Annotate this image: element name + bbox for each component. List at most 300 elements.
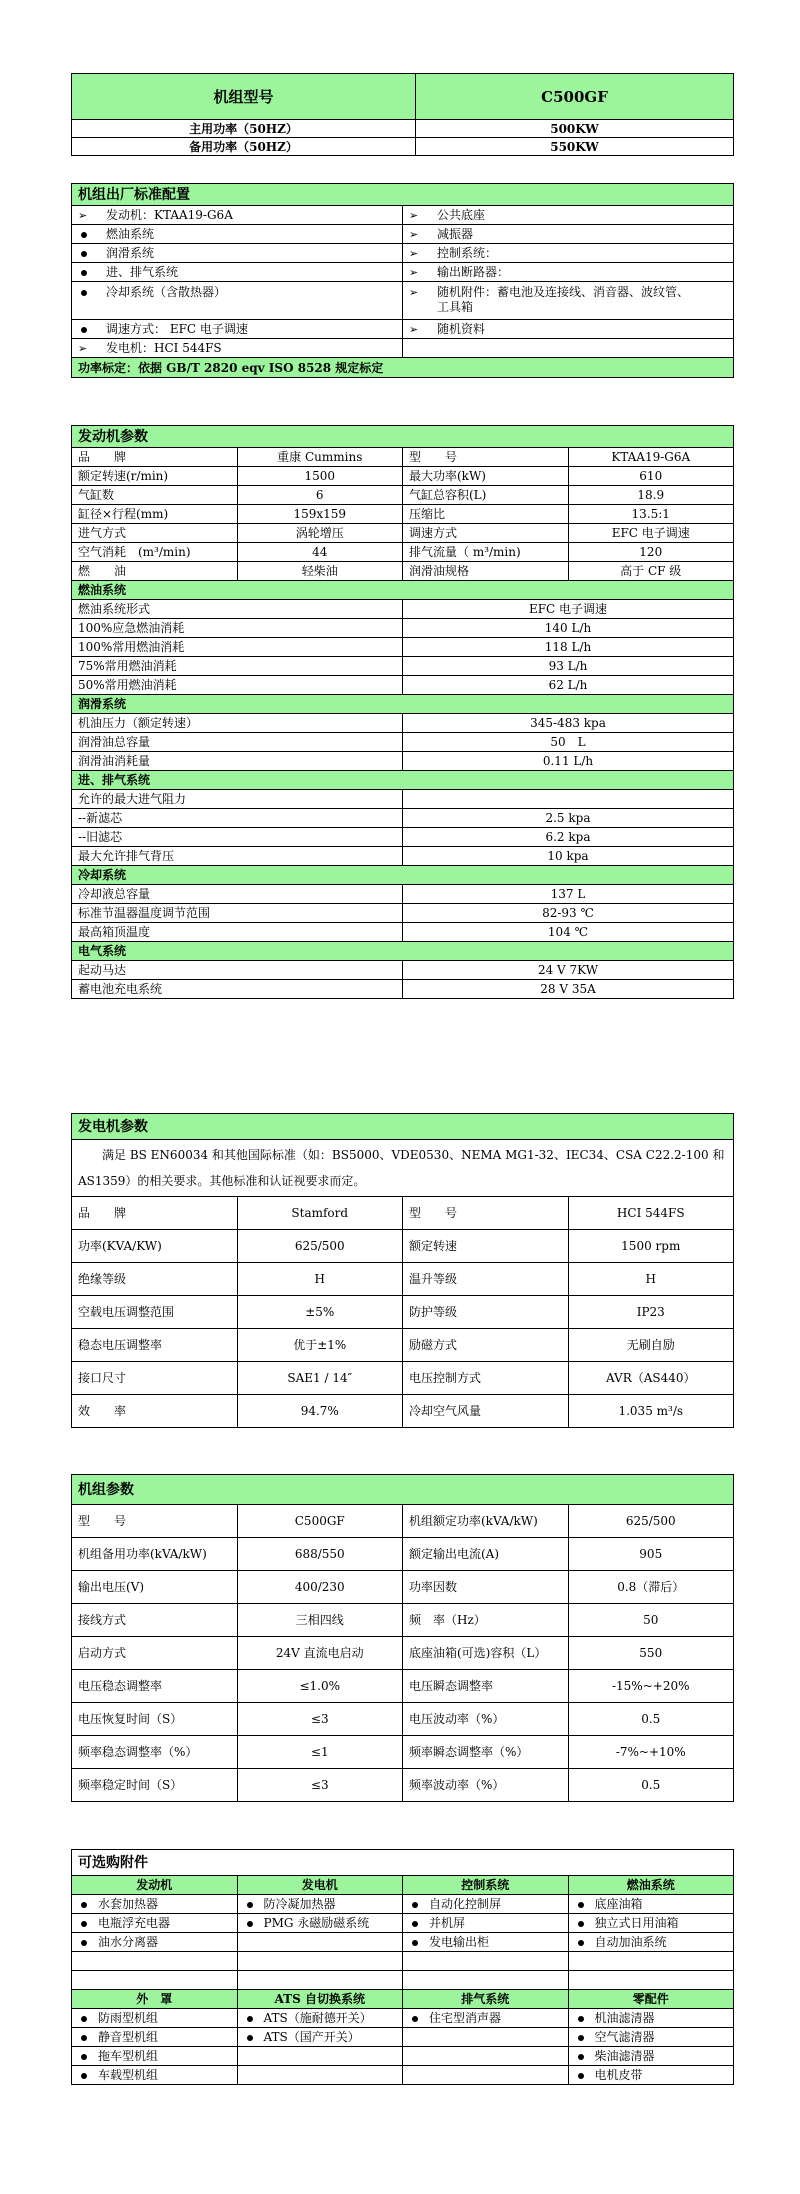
spec-label: 标准节温器温度调节范围 [72, 904, 403, 923]
engine-title: 发动机参数 [72, 426, 734, 448]
option-item [403, 2009, 569, 2028]
table-row [72, 1637, 734, 1670]
dot-bullet-icon [409, 1916, 429, 1930]
spec-value: 涡轮增压 [237, 524, 403, 543]
spec-value: 无刷自励 [568, 1329, 734, 1362]
table-row [72, 714, 734, 733]
spec-label: 额定输出电流(A) [403, 1538, 569, 1571]
empty-cell [568, 1971, 734, 1990]
config-item-text: 调速方式： EFC 电子调速 [106, 322, 248, 336]
option-item-text: 独立式日用油箱 [594, 1916, 679, 1930]
table-row [72, 1971, 734, 1990]
spec-value: EFC 电子调速 [568, 524, 734, 543]
table-row [72, 828, 734, 847]
standard-config-title: 机组出厂标准配置 [72, 184, 734, 206]
spec-value: 82-93 ℃ [403, 904, 734, 923]
spec-label: 电压恢复时间（S） [72, 1703, 238, 1736]
genset-section [71, 1474, 734, 1802]
option-item-text: 车载型机组 [98, 2068, 159, 2082]
table-row [72, 695, 734, 714]
spec-label: 压缩比 [403, 505, 569, 524]
option-item-text: 机油滤清器 [594, 2011, 655, 2025]
table-row [72, 244, 734, 263]
config-item-text: 进、排气系统 [106, 265, 179, 279]
dot-bullet-icon [575, 2049, 595, 2063]
option-category: 外 罩 [72, 1990, 238, 2009]
spec-label: --旧滤芯 [72, 828, 403, 847]
table-row [72, 339, 734, 358]
table-row [72, 790, 734, 809]
option-category: 排气系统 [403, 1990, 569, 2009]
option-item-text: 底座油箱 [594, 1897, 643, 1911]
spec-value: 高于 CF 级 [568, 562, 734, 581]
config-item-text: 发动机：KTAA19-G6A [106, 207, 233, 222]
spec-value: 18.9 [568, 486, 734, 505]
spec-label: 电压波动率（%） [403, 1703, 569, 1736]
engine-section [71, 425, 734, 999]
dot-bullet-icon [244, 2030, 264, 2044]
option-item [568, 2028, 734, 2047]
standby-power-value: 550KW [416, 138, 734, 156]
table-row [72, 543, 734, 562]
spec-value: 24 V 7KW [403, 961, 734, 980]
spec-label: 空气消耗 (m³/min) [72, 543, 238, 562]
config-item [403, 225, 734, 244]
spec-value: -7%~+10% [568, 1736, 734, 1769]
arrow-bullet-icon: ➢ [409, 265, 419, 279]
option-item [237, 1895, 403, 1914]
empty-cell [72, 1971, 238, 1990]
table-row [72, 923, 734, 942]
spec-value: 50 L [403, 733, 734, 752]
table-row [72, 486, 734, 505]
spec-value: 2.5 kpa [403, 809, 734, 828]
dot-bullet-icon [78, 1935, 98, 1949]
config-item [403, 244, 734, 263]
table-row [72, 1395, 734, 1428]
table-row [72, 2066, 734, 2085]
arrow-bullet-icon: ➢ [409, 286, 419, 299]
dot-bullet-icon [78, 227, 106, 241]
config-item [72, 320, 403, 339]
table-row [72, 1703, 734, 1736]
table-row [72, 904, 734, 923]
option-item [568, 1933, 734, 1952]
dot-bullet-icon [575, 2011, 595, 2025]
option-item [568, 2066, 734, 2085]
power-rating-note: 功率标定：依据 GB/T 2820 eqv ISO 8528 规定标定 [72, 358, 734, 378]
spec-value: 625/500 [568, 1505, 734, 1538]
spec-value: 1500 [237, 467, 403, 486]
dot-bullet-icon [244, 1916, 264, 1930]
spec-label: 电压稳态调整率 [72, 1670, 238, 1703]
spec-value: 104 ℃ [403, 923, 734, 942]
table-row [72, 206, 734, 225]
spec-value: C500GF [237, 1505, 403, 1538]
table-row [72, 809, 734, 828]
option-item [403, 1895, 569, 1914]
config-item-text: 减振器 [437, 226, 474, 241]
config-item [72, 225, 403, 244]
table-row [72, 866, 734, 885]
spec-label: 接口尺寸 [72, 1362, 238, 1395]
spec-label: 燃油系统形式 [72, 600, 403, 619]
spec-label: 电压瞬态调整率 [403, 1670, 569, 1703]
spec-label: 底座油箱(可选)容积（L） [403, 1637, 569, 1670]
arrow-bullet-icon: ➢ [409, 227, 419, 241]
spec-label: 进气方式 [72, 524, 238, 543]
spec-label: 冷却液总容量 [72, 885, 403, 904]
table-row [72, 1736, 734, 1769]
table-row [72, 961, 734, 980]
spec-value: 优于±1% [237, 1329, 403, 1362]
spec-value: 10 kpa [403, 847, 734, 866]
spec-value: 50 [568, 1604, 734, 1637]
spec-label: 型 号 [403, 1197, 569, 1230]
table-row [72, 771, 734, 790]
subsystem-title: 燃油系统 [72, 581, 734, 600]
config-item-text: 控制系统： [437, 245, 498, 260]
spec-label: 频率波动率（%） [403, 1769, 569, 1802]
option-item [237, 2066, 403, 2085]
option-item-text: 静音型机组 [98, 2030, 159, 2044]
spec-value: 三相四线 [237, 1604, 403, 1637]
generator-section [71, 1113, 734, 1428]
spec-label: 频率稳态调整率（%） [72, 1736, 238, 1769]
option-item-text: 水套加热器 [98, 1897, 159, 1911]
config-item [72, 263, 403, 282]
spec-value: 688/550 [237, 1538, 403, 1571]
option-item [403, 2028, 569, 2047]
spec-value: 120 [568, 543, 734, 562]
option-item [403, 1914, 569, 1933]
spec-value: 905 [568, 1538, 734, 1571]
table-row [72, 1263, 734, 1296]
spec-value: 轻柴油 [237, 562, 403, 581]
generator-note-line1: 满足 BS EN60034 和其他国际标准（如：BS5000、VDE0530、NEMA MG1-32、IEC34、CSA C22.2-100 和 [102, 1148, 725, 1162]
config-item-text: 公共底座 [437, 207, 486, 222]
table-row [72, 1895, 734, 1914]
spec-label: 温升等级 [403, 1263, 569, 1296]
spec-value: 159x159 [237, 505, 403, 524]
spec-label: 50%常用燃油消耗 [72, 676, 403, 695]
dot-bullet-icon [575, 1897, 595, 1911]
dot-bullet-icon [78, 1916, 98, 1930]
option-item [237, 1933, 403, 1952]
arrow-bullet-icon: ➢ [78, 341, 88, 355]
table-row [72, 885, 734, 904]
spec-value: 28 V 35A [403, 980, 734, 999]
spec-value: H [568, 1263, 734, 1296]
option-item [568, 2047, 734, 2066]
generator-note-line2: AS1359）的相关要求。其他标准和认证视要求而定。 [78, 1174, 366, 1188]
model-header [71, 73, 734, 156]
dot-bullet-icon [78, 265, 106, 279]
spec-value: ±5% [237, 1296, 403, 1329]
option-item [72, 2009, 238, 2028]
table-row [72, 752, 734, 771]
table-row [72, 2028, 734, 2047]
spec-label: 润滑油消耗量 [72, 752, 403, 771]
prime-power-value: 500KW [416, 120, 734, 138]
spec-value: ≤3 [237, 1769, 403, 1802]
table-row [72, 581, 734, 600]
spec-value: 94.7% [237, 1395, 403, 1428]
spec-label: 机组额定功率(kVA/kW) [403, 1505, 569, 1538]
option-item-text: 空气滤清器 [594, 2030, 655, 2044]
option-item-text: ATS（国产开关） [263, 2030, 360, 2044]
table-row [72, 1990, 734, 2009]
table-row [72, 1670, 734, 1703]
spec-value: 0.11 L/h [403, 752, 734, 771]
spec-value: 0.5 [568, 1769, 734, 1802]
dot-bullet-icon [575, 1935, 595, 1949]
dot-bullet-icon [78, 2068, 98, 2082]
table-row [72, 657, 734, 676]
table-row [72, 1296, 734, 1329]
table-row [72, 448, 734, 467]
spec-label: 最高箱顶温度 [72, 923, 403, 942]
option-item [568, 2009, 734, 2028]
spec-value: 62 L/h [403, 676, 734, 695]
dot-bullet-icon [575, 2030, 595, 2044]
spec-value: 13.5:1 [568, 505, 734, 524]
table-row [72, 1362, 734, 1395]
option-item-text: 柴油滤清器 [594, 2049, 655, 2063]
spec-label: 电压控制方式 [403, 1362, 569, 1395]
spec-label: 型 号 [403, 448, 569, 467]
table-row [72, 505, 734, 524]
spec-label: 起动马达 [72, 961, 403, 980]
option-item-text: 电机皮带 [594, 2068, 643, 2082]
table-row [72, 2047, 734, 2066]
table-row [72, 1329, 734, 1362]
config-item [72, 244, 403, 263]
spec-label: 频率瞬态调整率（%） [403, 1736, 569, 1769]
spec-label: 润滑油规格 [403, 562, 569, 581]
spec-value: HCI 544FS [568, 1197, 734, 1230]
option-item-text: 发电输出柜 [429, 1935, 490, 1949]
spec-label: 燃 油 [72, 562, 238, 581]
table-row [72, 1952, 734, 1971]
spec-label: 效 率 [72, 1395, 238, 1428]
dot-bullet-icon [575, 2068, 595, 2082]
spec-label: 冷却空气风量 [403, 1395, 569, 1428]
option-item [72, 1914, 238, 1933]
spec-value: 550 [568, 1637, 734, 1670]
option-item-text: 自动化控制屏 [429, 1897, 502, 1911]
empty-cell [72, 1952, 238, 1971]
spec-label: 功率(KVA/KW) [72, 1230, 238, 1263]
option-item-text: 自动加油系统 [594, 1935, 667, 1949]
table-row [72, 320, 734, 339]
config-item-text-cont: 工具箱 [437, 300, 474, 314]
table-row [72, 1505, 734, 1538]
table-row [72, 1571, 734, 1604]
table-row [72, 1538, 734, 1571]
spec-label: 机组备用功率(kVA/kW) [72, 1538, 238, 1571]
empty-cell [237, 1952, 403, 1971]
dot-bullet-icon [78, 246, 106, 260]
table-row [72, 467, 734, 486]
option-item [237, 2047, 403, 2066]
dot-bullet-icon [409, 1935, 429, 1949]
spec-label: 气缸总容积(L) [403, 486, 569, 505]
spec-label: 允许的最大进气阻力 [72, 790, 403, 809]
dot-bullet-icon [78, 285, 106, 299]
arrow-bullet-icon: ➢ [409, 246, 419, 260]
table-row [72, 1933, 734, 1952]
option-item-text: 拖车型机组 [98, 2049, 159, 2063]
table-row [72, 619, 734, 638]
option-item [72, 2028, 238, 2047]
option-item-text: 防冷凝加热器 [263, 1897, 336, 1911]
dot-bullet-icon [244, 1897, 264, 1911]
table-row [72, 2009, 734, 2028]
spec-value: ≤3 [237, 1703, 403, 1736]
option-item [568, 1914, 734, 1933]
spec-value: 137 L [403, 885, 734, 904]
empty-cell [403, 1971, 569, 1990]
spec-value: AVR（AS440） [568, 1362, 734, 1395]
model-label: 机组型号 [72, 74, 416, 120]
spec-label: 100%常用燃油消耗 [72, 638, 403, 657]
spec-label: 100%应急燃油消耗 [72, 619, 403, 638]
option-category: 零配件 [568, 1990, 734, 2009]
config-item [403, 320, 734, 339]
table-row [72, 225, 734, 244]
arrow-bullet-icon: ➢ [409, 208, 419, 222]
spec-value: SAE1 / 14″ [237, 1362, 403, 1395]
spec-value: 44 [237, 543, 403, 562]
empty-cell [568, 1952, 734, 1971]
spec-label: 频 率（Hz） [403, 1604, 569, 1637]
spec-label: 最大功率(kW) [403, 467, 569, 486]
model-value: C500GF [416, 74, 734, 120]
config-item [403, 282, 734, 320]
config-item [72, 282, 403, 320]
config-item [403, 263, 734, 282]
table-row [72, 358, 734, 378]
spec-value: 610 [568, 467, 734, 486]
spec-label: 润滑油总容量 [72, 733, 403, 752]
option-item [237, 2028, 403, 2047]
spec-label: 接线方式 [72, 1604, 238, 1637]
table-row [72, 524, 734, 543]
spec-label: 防护等级 [403, 1296, 569, 1329]
spec-label: 输出电压(V) [72, 1571, 238, 1604]
dot-bullet-icon [244, 2011, 264, 2025]
spec-label: 蓄电池充电系统 [72, 980, 403, 999]
dot-bullet-icon [78, 322, 106, 336]
option-item [403, 2066, 569, 2085]
generator-note [72, 1140, 734, 1197]
spec-label: 机油压力（额定转速） [72, 714, 403, 733]
table-row [72, 600, 734, 619]
option-item [237, 2009, 403, 2028]
table-row [72, 942, 734, 961]
option-category: 发电机 [237, 1876, 403, 1895]
spec-label: 调速方式 [403, 524, 569, 543]
table-row [72, 980, 734, 999]
config-item-text: 燃油系统 [106, 227, 155, 241]
table-row [72, 1604, 734, 1637]
option-item-text: 防雨型机组 [98, 2011, 159, 2025]
table-row [72, 1197, 734, 1230]
spec-label: 75%常用燃油消耗 [72, 657, 403, 676]
spec-value: 345-483 kpa [403, 714, 734, 733]
option-category: 控制系统 [403, 1876, 569, 1895]
spec-value: 6 [237, 486, 403, 505]
spec-label: 额定转速 [403, 1230, 569, 1263]
option-item-text: 电瓶浮充电器 [98, 1916, 171, 1930]
spec-value: Stamford [237, 1197, 403, 1230]
spec-label: 品 牌 [72, 1197, 238, 1230]
spec-label: 排气流量（ m³/min) [403, 543, 569, 562]
spec-label: 稳态电压调整率 [72, 1329, 238, 1362]
subsystem-title: 电气系统 [72, 942, 734, 961]
spec-label: 品 牌 [72, 448, 238, 467]
spec-value: ≤1.0% [237, 1670, 403, 1703]
spec-label: 额定转速(r/min) [72, 467, 238, 486]
spec-label: 励磁方式 [403, 1329, 569, 1362]
config-item [72, 339, 403, 358]
arrow-bullet-icon: ➢ [78, 208, 88, 222]
option-item-text: ATS（施耐德开关） [263, 2011, 372, 2025]
spec-value [403, 790, 734, 809]
table-row [72, 282, 734, 320]
spec-label: 缸径×行程(mm) [72, 505, 238, 524]
generator-title: 发电机参数 [72, 1114, 734, 1140]
option-item-text: PMG 永磁励磁系统 [263, 1916, 370, 1930]
spec-label: 气缸数 [72, 486, 238, 505]
spec-value: H [237, 1263, 403, 1296]
standby-power-label: 备用功率（50HZ） [72, 138, 416, 156]
option-item [403, 1933, 569, 1952]
option-item [237, 1914, 403, 1933]
options-title: 可选购附件 [72, 1850, 734, 1876]
dot-bullet-icon [78, 2030, 98, 2044]
table-row [72, 676, 734, 695]
spec-value: 118 L/h [403, 638, 734, 657]
option-item [72, 1895, 238, 1914]
option-category: ATS 自切换系统 [237, 1990, 403, 2009]
spec-value: 0.8（滞后） [568, 1571, 734, 1604]
table-row [72, 1914, 734, 1933]
spec-value: ≤1 [237, 1736, 403, 1769]
spec-value: 400/230 [237, 1571, 403, 1604]
dot-bullet-icon [409, 2011, 429, 2025]
genset-title: 机组参数 [72, 1475, 734, 1505]
spec-value: 0.5 [568, 1703, 734, 1736]
option-item-text: 住宅型消声器 [429, 2011, 502, 2025]
spec-label: 绝缘等级 [72, 1263, 238, 1296]
config-item-text: 润滑系统 [106, 246, 155, 260]
option-item-text: 油水分离器 [98, 1935, 159, 1949]
option-item [72, 2066, 238, 2085]
spec-value: 重康 Cummins [237, 448, 403, 467]
option-category: 燃油系统 [568, 1876, 734, 1895]
spec-value: 24V 直流电启动 [237, 1637, 403, 1670]
table-row [72, 1876, 734, 1895]
table-row [72, 733, 734, 752]
option-item [72, 2047, 238, 2066]
table-row [72, 263, 734, 282]
config-item [403, 339, 734, 358]
empty-cell [403, 1952, 569, 1971]
spec-label: 频率稳定时间（S） [72, 1769, 238, 1802]
spec-label: 启动方式 [72, 1637, 238, 1670]
